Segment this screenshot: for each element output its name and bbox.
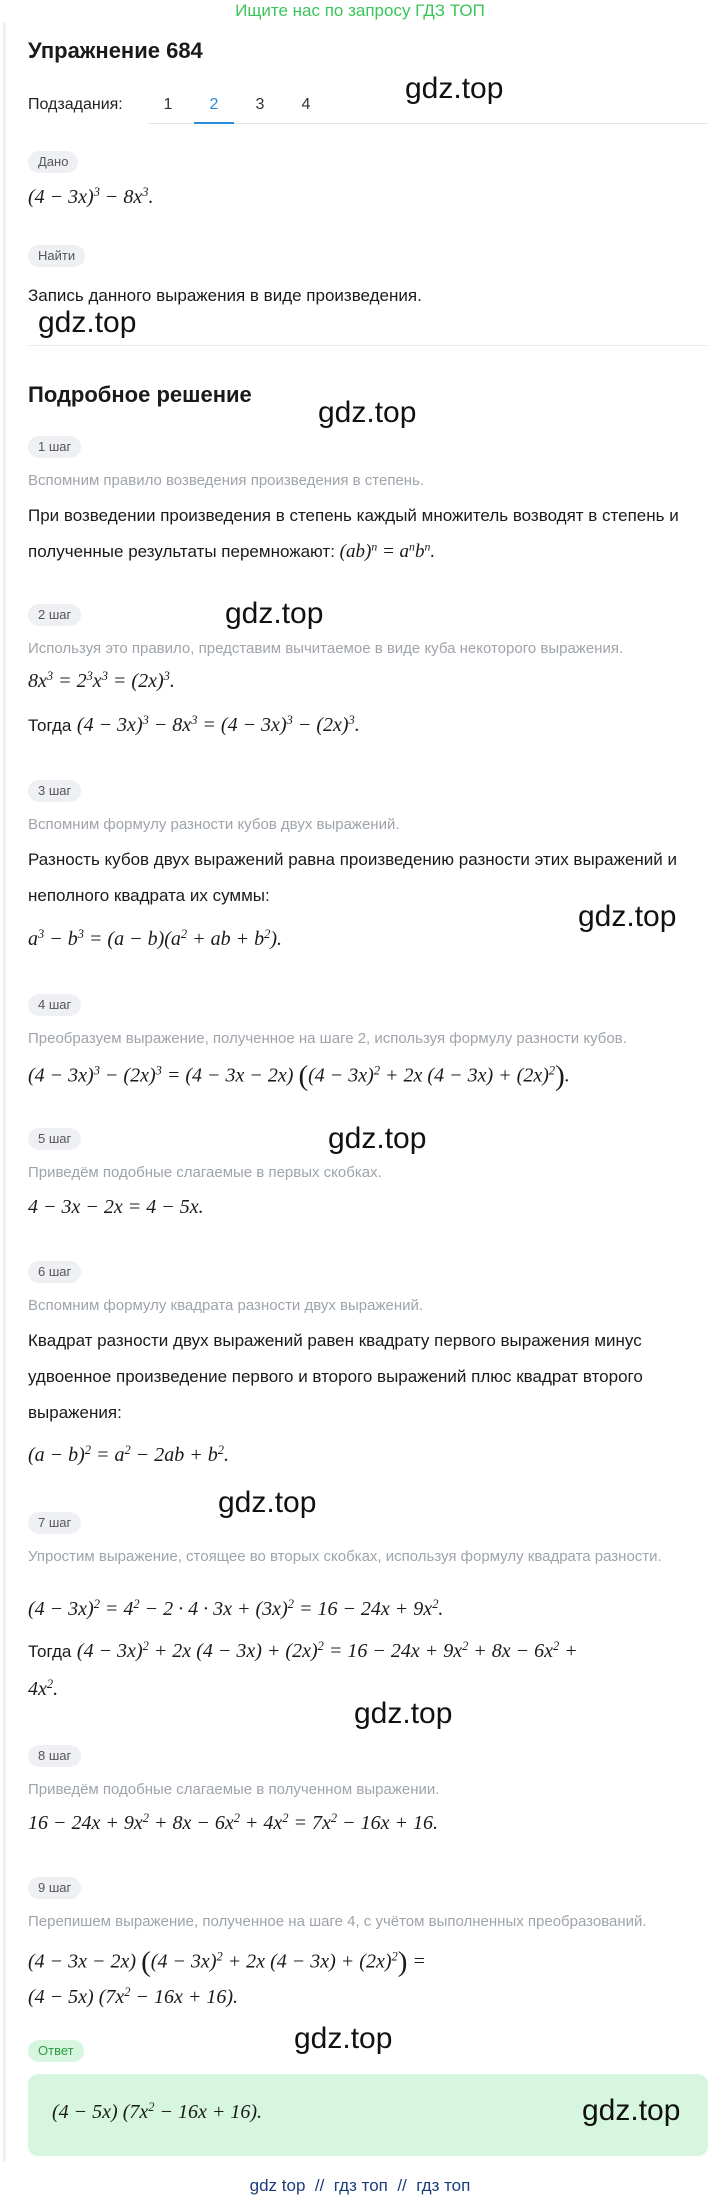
solution-title: Подробное решение [28, 382, 252, 407]
step-3-formula: $a^3 - b^3 = (a - b)(a^2$ + ab + $b^2$). [28, 927, 282, 950]
subtasks-label: Подзадания: [28, 96, 123, 113]
step-7-eq-2: Тогда $(4 - 3x)^2 + 2x$ $(4 - 3x) + (2x)^2 = 16 - 24x + 9x^2 + 8x - 6x^2$ + [28, 1639, 578, 1662]
step-4-hint: Преобразуем выражение, полученное на шаге 2, используя формулу разности кубов. [28, 1030, 627, 1047]
active-tab-indicator [194, 122, 234, 124]
watermark: gdz.top [328, 1122, 427, 1155]
tab-3[interactable]: 3 [255, 96, 265, 113]
answer-chip: Ответ [28, 2040, 84, 2062]
answer-expression: (4 − 5x) $(7x^2 - 16x + 16)$. [52, 2100, 263, 2123]
step-5-eq: 4 − 3x − 2x = 4 − 5x. [28, 1196, 204, 1218]
step-1-hint: Вспомним правило возведения произведения в степень. [28, 472, 425, 489]
step-2-chip: 2 шаг [28, 604, 81, 626]
watermark: gdz.top [225, 597, 324, 630]
step-9-eq-1: (4 − 3x − 2x) ($(4 - 3x)^2 + 2x$ $(4 - 3x) + (2x)^2$) = [28, 1946, 426, 1978]
step-6-hint: Вспомним формулу квадрата разности двух выражений. [28, 1297, 424, 1314]
step-2-hint: Используя это правило, представим вычитаемое в виде куба некоторого выражения. [28, 640, 624, 657]
step-1-text [28, 498, 708, 570]
step-9-chip: 9 шаг [28, 1877, 81, 1899]
step-7-eq-3: $4x^2$. [28, 1677, 59, 1700]
step-6-formula: $(a - b)^2 = a^2 - 2ab + b^2$. [28, 1443, 229, 1466]
step-2-then: Тогда [28, 716, 72, 735]
step-2-eq-2: Тогда $(4 - 3x)^3 - 8x^3 = (4 - 3x)^3 - (2x)^3$. [28, 713, 360, 736]
step-7-hint: Упростим выражение, стоящее во вторых скобках, используя формулу квадрата разности. [28, 1548, 662, 1565]
step-6-chip: 6 шаг [28, 1261, 81, 1283]
step-2-eq-1: $8x^3 = 2^3x^3 = (2x)^3$. [28, 669, 175, 692]
watermark: gdz.top [294, 2022, 393, 2055]
step-1-rule: При возведении произведения в степень каждый множитель возводят в степень и полученные результаты перемножают: [28, 506, 679, 561]
step-7-eq-1: $(4 - 3x)^2 = 4^2 - 2 \cdot 4 \cdot 3x + (3x)^2 = 16 - 24x + 9x^2$. [28, 1597, 444, 1620]
page-title: Упражнение 684 [28, 38, 203, 63]
step-4-chip: 4 шаг [28, 994, 81, 1016]
section-divider [28, 345, 708, 346]
step-7-then: Тогда [28, 1642, 72, 1661]
step-8-eq: $16 - 24x + 9x^2 + 8x - 6x^2 + 4x^2 = 7x^2 - 16x + 16$. [28, 1811, 438, 1834]
subtasks-nav [28, 92, 708, 124]
step-5-hint: Приведём подобные слагаемые в первых скобках. [28, 1164, 382, 1181]
tab-4[interactable]: 4 [301, 96, 311, 113]
given-expression: $(4 - 3x)^3 - 8x^3$. [28, 185, 154, 208]
watermark: gdz.top [318, 396, 417, 429]
watermark: gdz.top [405, 72, 504, 105]
given-chip: Дано [28, 151, 78, 173]
step-6-text: Квадрат разности двух выражений равен квадрату первого выражения минус удвоенное произведение первого и второго выражений плюс квадрат второго выражения: [28, 1331, 643, 1422]
tab-1[interactable]: 1 [163, 96, 173, 113]
step-8-hint: Приведём подобные слагаемые в полученном выражении. [28, 1781, 440, 1798]
step-9-eq-2: (4 − 5x) $(7x^2 - 16x + 16)$. [28, 1985, 239, 2008]
watermark: gdz.top [354, 1697, 453, 1730]
step-3-chip: 3 шаг [28, 780, 81, 802]
top-banner[interactable]: Ищите нас по запросу ГДЗ ТОП [235, 1, 485, 20]
step-1-formula: $(ab)^n = a^nb^n$. [339, 540, 436, 562]
find-chip: Найти [28, 245, 85, 267]
step-4-eq: $(4 - 3x)^3 - (2x)^3 = (4 - 3x - 2x)$ ($(4 - 3x)^2 + 2x$ $(4 - 3x) + (2x)^2$). [28, 1060, 570, 1092]
step-7-chip: 7 шаг [28, 1512, 81, 1534]
step-5-chip: 5 шаг [28, 1128, 81, 1150]
step-3-hint: Вспомним формулу разности кубов двух выражений. [28, 816, 400, 833]
step-9-hint: Перепишем выражение, полученное на шаге 4, с учётом выполненных преобразований. [28, 1913, 647, 1930]
step-8-chip: 8 шаг [28, 1745, 81, 1767]
tab-2[interactable]: 2 [209, 96, 219, 113]
watermark: gdz.top [218, 1486, 317, 1519]
footer-links[interactable]: gdz top // гдз топ // гдз топ [249, 2176, 471, 2195]
left-rule [3, 22, 6, 2162]
watermark: gdz.top [38, 306, 137, 339]
watermark: gdz.top [582, 2094, 681, 2127]
step-1-chip: 1 шаг [28, 436, 81, 458]
watermark: gdz.top [578, 900, 677, 933]
step-3-text: Разность кубов двух выражений равна произведению разности этих выражений и неполного квадрата их суммы: [28, 850, 678, 905]
find-text: Запись данного выражения в виде произведения. [28, 286, 422, 305]
